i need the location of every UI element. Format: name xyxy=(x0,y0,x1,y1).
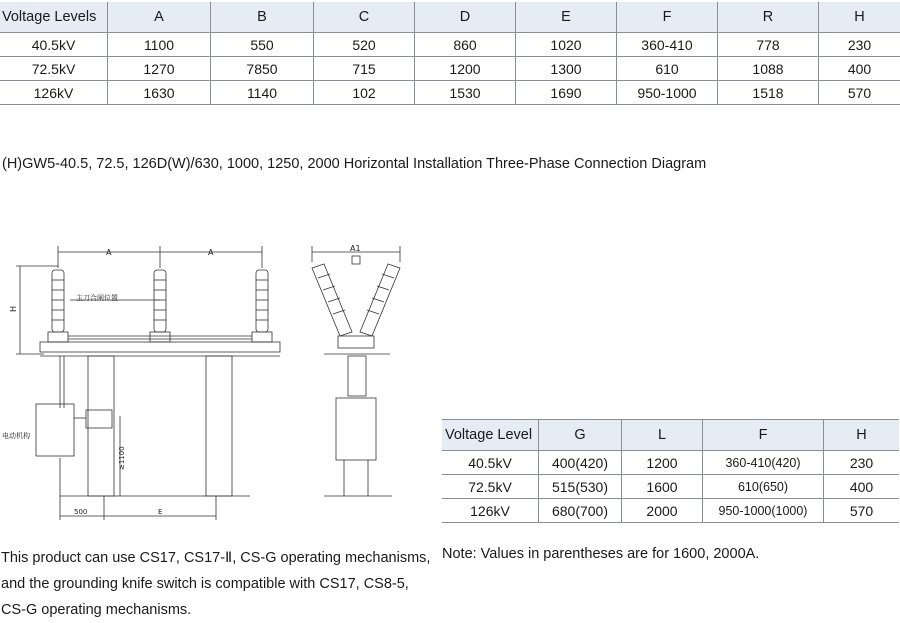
side-insulator-left xyxy=(312,264,352,336)
current-rating-table xyxy=(442,419,899,523)
insulator-right xyxy=(252,270,272,342)
table-cell: 72.5kV xyxy=(442,475,539,499)
col-header: Voltage Level xyxy=(442,420,539,451)
table-cell: 7850 xyxy=(211,57,314,81)
table-cell: 680(700) xyxy=(539,499,622,523)
table-header-row xyxy=(442,420,899,451)
table-cell: 1088 xyxy=(718,57,819,81)
table-cell: 610(650) xyxy=(703,475,824,499)
insulator-middle xyxy=(150,270,170,342)
dim-h-label: H xyxy=(9,306,18,312)
table-cell: 550 xyxy=(211,33,314,57)
table-cell: 1140 xyxy=(211,81,314,105)
table-cell: 515(530) xyxy=(539,475,622,499)
table-cell: 1600 xyxy=(622,475,703,499)
col-header: F xyxy=(703,420,824,451)
table-cell: 1200 xyxy=(622,451,703,475)
note-text: Note: Values in parentheses are for 1600, 2000A. xyxy=(442,546,759,562)
table-cell: 360-410(420) xyxy=(703,451,824,475)
table-row xyxy=(442,499,899,523)
height-min-label: ≥1100 xyxy=(118,446,126,470)
table-cell: 400 xyxy=(824,475,900,499)
col-header: L xyxy=(622,420,703,451)
table-cell: 230 xyxy=(819,33,900,57)
col-header: A xyxy=(108,2,211,33)
motor-mechanism-label: 电动机构 xyxy=(2,431,30,440)
table-cell: 1630 xyxy=(108,81,211,105)
table-cell: 1270 xyxy=(108,57,211,81)
col-header: B xyxy=(211,2,314,33)
side-insulator-right xyxy=(360,264,400,336)
table-cell: 230 xyxy=(824,451,900,475)
dimension-table xyxy=(0,2,900,105)
table-cell: 1100 xyxy=(108,33,211,57)
main-knife-label: 主刀合闸位置 xyxy=(76,293,118,302)
table-cell: 1518 xyxy=(718,81,819,105)
table-cell: 950-1000 xyxy=(617,81,718,105)
insulator-left xyxy=(48,270,68,342)
table-row xyxy=(0,33,900,57)
table-cell: 520 xyxy=(314,33,415,57)
table-cell: 1020 xyxy=(516,33,617,57)
table-row xyxy=(442,451,899,475)
table-cell: 40.5kV xyxy=(0,33,108,57)
col-header: D xyxy=(415,2,516,33)
col-header: F xyxy=(617,2,718,33)
col-header: Voltage Levels xyxy=(0,2,108,33)
table-cell: 1690 xyxy=(516,81,617,105)
table-cell: 610 xyxy=(617,57,718,81)
table-cell: 860 xyxy=(415,33,516,57)
table-cell: 40.5kV xyxy=(442,451,539,475)
dim-a1-label: A1 xyxy=(350,244,361,253)
table-cell: 400 xyxy=(819,57,900,81)
col-header: R xyxy=(718,2,819,33)
table-cell: 570 xyxy=(824,499,900,523)
table-row xyxy=(442,475,899,499)
product-description: This product can use CS17, CS17-Ⅱ, CS-G operating mechanisms, and the grounding knife switch is compatible with CS17, CS8-5, CS-G operating mechanisms. xyxy=(1,545,431,623)
table-cell: 360-410 xyxy=(617,33,718,57)
table-cell: 778 xyxy=(718,33,819,57)
table-row xyxy=(0,81,900,105)
table-cell: 715 xyxy=(314,57,415,81)
table-cell: 1530 xyxy=(415,81,516,105)
dim-e-label: E xyxy=(158,508,162,516)
table-cell: 126kV xyxy=(442,499,539,523)
dim-a-left-label: A xyxy=(106,248,112,257)
diagram-caption: (H)GW5-40.5, 72.5, 126D(W)/630, 1000, 1250, 2000 Horizontal Installation Three-Phase Connection Diagram xyxy=(2,156,706,172)
table-cell: 950-1000(1000) xyxy=(703,499,824,523)
table-row xyxy=(0,57,900,81)
col-header: H xyxy=(819,2,900,33)
table-cell: 1200 xyxy=(415,57,516,81)
table-cell: 102 xyxy=(314,81,415,105)
table-cell: 72.5kV xyxy=(0,57,108,81)
col-header: H xyxy=(824,420,900,451)
dim-500-label: 500 xyxy=(74,508,87,516)
table-cell: 570 xyxy=(819,81,900,105)
table-cell: 1300 xyxy=(516,57,617,81)
col-header: C xyxy=(314,2,415,33)
connection-diagram xyxy=(0,238,430,528)
col-header: E xyxy=(516,2,617,33)
table-header-row xyxy=(0,2,900,33)
table-cell: 126kV xyxy=(0,81,108,105)
table-cell: 400(420) xyxy=(539,451,622,475)
table-cell: 2000 xyxy=(622,499,703,523)
dim-a-right-label: A xyxy=(208,248,214,257)
col-header: G xyxy=(539,420,622,451)
